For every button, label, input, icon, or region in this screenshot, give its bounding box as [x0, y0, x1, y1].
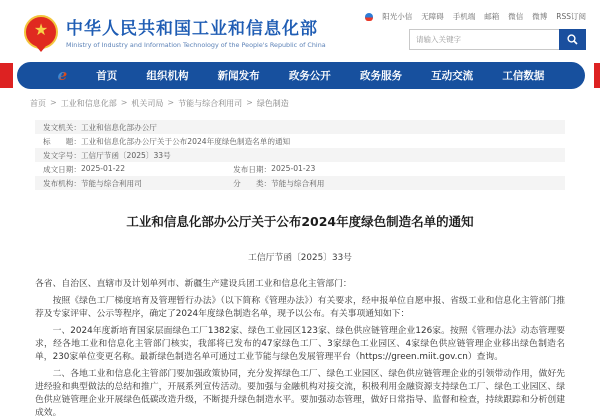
- breadcrumb-separator: >: [120, 98, 128, 107]
- document-content: [35, 212, 565, 420]
- nav-item-home[interactable]: 首页: [96, 70, 118, 82]
- search-input[interactable]: [409, 29, 559, 50]
- utility-link-accessibility[interactable]: 无障碍: [421, 12, 444, 21]
- site-subtitle: Ministry of Industry and Information Technology of the People's Republic of China: [66, 41, 326, 49]
- meta-label: 发文字号：: [43, 150, 81, 160]
- meta-label: 标 题：: [43, 136, 81, 146]
- meta-value: 2025-01-23: [271, 163, 316, 173]
- nav-item-gov-affairs[interactable]: 政务公开: [288, 70, 331, 82]
- main-nav: [0, 62, 600, 89]
- meta-value: 工信厅节函〔2025〕33号: [80, 150, 171, 160]
- meta-label: 分 类：: [233, 178, 272, 188]
- utility-link-assistant[interactable]: 阳光小信: [382, 12, 413, 21]
- site-title: 中华人民共和国工业和信息化部: [66, 19, 318, 39]
- breadcrumb-departments[interactable]: 机关司局: [131, 99, 164, 108]
- utility-link-rss[interactable]: RSS订阅: [556, 12, 586, 21]
- nav-item-gov-services[interactable]: 政务服务: [359, 70, 402, 82]
- meta-label: 发布机构：: [43, 178, 81, 188]
- meta-row-doc-number: [35, 148, 565, 162]
- utility-link-weibo[interactable]: 微博: [532, 12, 548, 21]
- meta-value: 节能与综合利用: [271, 178, 325, 188]
- document-title: 工业和信息化部办公厅关于公布2024年度绿色制造名单的通知: [126, 214, 474, 229]
- meta-value: 工业和信息化部办公厅关于公布2024年度绿色制造名单的通知: [80, 136, 291, 146]
- nav-red-accent-right: [594, 63, 600, 88]
- paragraph-intro: 按照《绿色工厂梯度培育及管理暂行办法》（以下简称《管理办法》）有关要求，经申报单位自愿申报、省级工业和信息化主管部门推荐及专家评审、公示等程序，确定了2024年度绿色制造名单，现予以公布。有关事项通知如下：: [35, 296, 565, 319]
- utility-links: [365, 11, 586, 22]
- utility-link-mail[interactable]: 邮箱: [484, 12, 500, 21]
- meta-row-issuer: [35, 120, 565, 134]
- meta-label: 成文日期：: [43, 164, 81, 174]
- search-button[interactable]: [559, 29, 586, 50]
- assistant-icon[interactable]: [365, 13, 373, 21]
- paragraph-item-1: 一、2024年度新培育国家层面绿色工厂1382家、绿色工业园区123家、绿色供应链管理企业126家。按照《管理办法》动态管理要求，经各地工业和信息化主管部门核实，我部将已发布的47家绿色工厂、3家绿色工业园区、4家绿色供应链管理企业移出绿色制造名单，230家单位变更名称。最新绿色制造名单可通过工业节能与绿色发展管理平台（https://green.miit.gov.cn）查询。: [35, 326, 565, 362]
- meta-value: 工业和信息化部办公厅: [80, 122, 157, 132]
- meta-row-agency-category: [35, 176, 565, 190]
- nav-item-organization[interactable]: 组织机构: [146, 70, 189, 82]
- breadcrumb-separator: >: [246, 98, 253, 107]
- meta-value: 节能与综合利用司: [80, 178, 142, 188]
- breadcrumb-separator: >: [167, 98, 175, 107]
- meta-value: 2025-01-22: [80, 163, 126, 173]
- document-meta-table: [35, 120, 565, 190]
- utility-link-wechat[interactable]: 微信: [508, 12, 524, 21]
- nav-item-interaction[interactable]: 互动交流: [431, 70, 474, 82]
- breadcrumb: [0, 89, 600, 116]
- nav-item-miit-data[interactable]: 工信数据: [502, 70, 545, 82]
- national-emblem-icon: ★: [24, 15, 58, 49]
- nav-red-accent-left: [0, 63, 13, 88]
- site-logo-link[interactable]: [24, 14, 326, 49]
- site-header: [0, 0, 600, 60]
- meta-label: 发文机关：: [43, 122, 81, 132]
- document-number: 工信厅节函〔2025〕33号: [248, 253, 352, 263]
- meta-row-title: [35, 134, 565, 148]
- paragraph-salutation: 各省、自治区、直辖市及计划单列市、新疆生产建设兵团工业和信息化主管部门：: [35, 279, 352, 289]
- breadcrumb-home[interactable]: 首页: [30, 99, 46, 108]
- paragraph-item-2: 二、各地工业和信息化主管部门要加强政策协同，充分发挥绿色工厂、绿色工业园区、绿色供应链管理企业的引领带动作用，做好先进经验和典型做法的总结和推广，开展系列宣传活动。要加强与金融机构对接交流，积极利用金融资源支持绿色工厂、绿色工业园区、绿色供应链管理企业开展绿色低碳改造升级，不断提升绿色制造水平。要加强动态管理，做好日常指导、监督和检查，持续跟踪和分析创建成效。: [35, 369, 565, 418]
- search-icon: [567, 34, 578, 45]
- breadcrumb-energy-dept[interactable]: 节能与综合利用司: [178, 99, 243, 108]
- meta-label: 发布日期：: [233, 164, 272, 174]
- meta-row-dates: [35, 162, 565, 176]
- breadcrumb-green-manufacturing: 绿色制造: [256, 99, 289, 108]
- gov-website-e-logo-icon: e: [57, 66, 68, 84]
- breadcrumb-separator: >: [50, 98, 57, 107]
- nav-item-news[interactable]: 新闻发布: [217, 70, 260, 82]
- breadcrumb-miit[interactable]: 工业和信息化部: [60, 99, 117, 108]
- search-bar: [409, 29, 586, 50]
- document-body: [35, 278, 565, 420]
- utility-link-mobile[interactable]: 手机端: [452, 12, 476, 21]
